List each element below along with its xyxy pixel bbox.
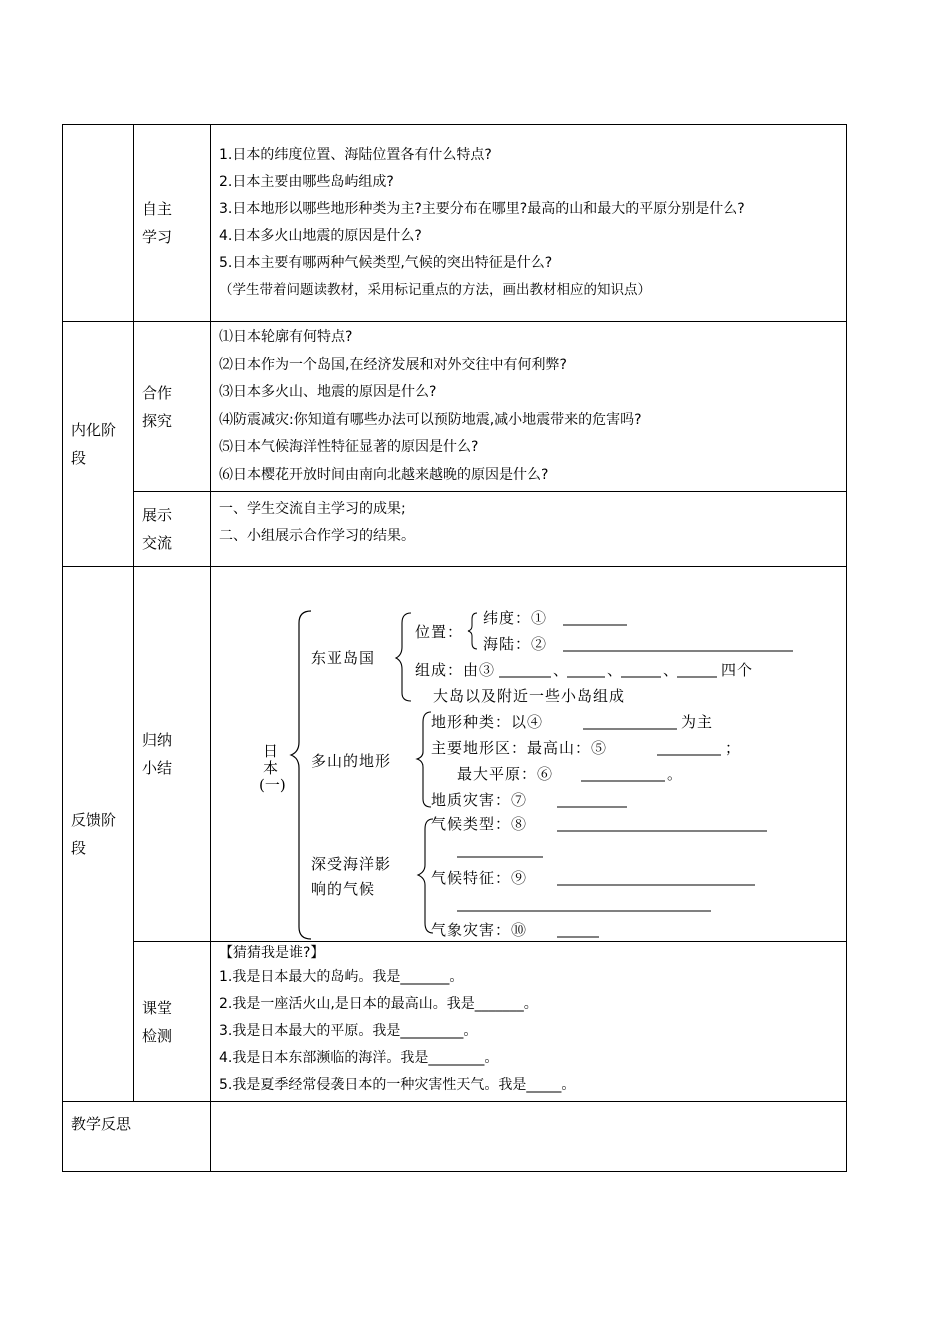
weather-disaster-label: 气象灾害：⑩ — [431, 921, 528, 939]
showcase-content — [211, 492, 847, 567]
lesson-plan-table — [62, 124, 847, 1172]
composition-tail: 大岛以及附近一些小岛组成 — [433, 687, 626, 705]
climate-feature-label: 气候特征：⑨ — [431, 869, 528, 887]
plain-label: 最大平原：⑥ — [457, 765, 554, 783]
terrain-type-label: 地形种类：以④ — [431, 713, 544, 731]
quiz-item: 5.我是夏季经常侵袭日本的一种灾害性天气。我是_____。 — [219, 1077, 576, 1093]
stage-cell-empty — [63, 125, 134, 322]
latitude-label: 纬度：① — [483, 609, 548, 627]
question-item: ⑹日本樱花开放时间由南向北越来越晚的原因是什么? — [219, 466, 549, 483]
climate-type-label: 气候类型：⑧ — [431, 815, 528, 833]
question-item: ⑵日本作为一个岛国,在经济发展和对外交往中有何利弊? — [219, 356, 567, 373]
branch-title-line2: 响的气候 — [311, 880, 376, 898]
question-item: ⑷防震减灾:你知道有哪些办法可以预防地震,减小地震带来的危害吗? — [219, 411, 642, 428]
question-item: ⑶日本多火山、地震的原因是什么? — [219, 384, 437, 400]
diagram-root — [259, 742, 286, 794]
quiz-item: 1.我是日本最大的岛屿。我是_______。 — [219, 969, 464, 985]
self-study-content — [211, 125, 847, 322]
stage-internalize — [63, 322, 134, 567]
quiz-label-line2: 检测 — [142, 1026, 173, 1045]
section-label-self-study — [134, 125, 211, 322]
land-sea-label: 海陆：② — [483, 635, 548, 653]
root-line1: 日 — [263, 742, 279, 760]
section-label-cooperate — [134, 322, 211, 492]
position-label: 位置： — [415, 623, 464, 641]
summary-label-line2: 小结 — [142, 759, 173, 777]
cooperate-content — [211, 322, 847, 492]
showcase-label-line2: 交流 — [142, 534, 173, 552]
self-study-label-line2: 学习 — [142, 228, 173, 246]
showcase-label-line1: 展示 — [142, 506, 173, 524]
root-line3: (一) — [259, 776, 286, 794]
quiz-item: 3.我是日本最大的平原。我是_________。 — [219, 1023, 478, 1039]
branch-title: 东亚岛国 — [311, 649, 376, 667]
cooperate-label-line2: 探究 — [142, 411, 173, 430]
quiz-content — [211, 942, 847, 1102]
knowledge-diagram — [211, 567, 846, 941]
root-line2: 本 — [263, 759, 279, 777]
question-item: 1.日本的纬度位置、海陆位置各有什么特点? — [219, 147, 492, 163]
separator: 、 — [607, 661, 624, 679]
question-item: 5.日本主要有哪两种气候类型,气候的突出特征是什么? — [219, 255, 553, 271]
stage-feedback-line2: 段 — [71, 839, 87, 857]
quiz-label-line1: 课堂 — [142, 998, 173, 1017]
geo-disaster-label: 地质灾害：⑦ — [431, 791, 528, 809]
question-item: 4.日本多火山地震的原因是什么? — [219, 228, 422, 244]
composition-label: 组成：由③ — [415, 661, 496, 679]
question-item: 3.日本地形以哪些地形种类为主?主要分布在哪里?最高的山和最大的平原分别是什么? — [219, 201, 745, 217]
section-label-quiz — [134, 942, 211, 1102]
self-study-label-line1: 自主 — [142, 200, 173, 218]
quiz-item: 2.我是一座活火山,是日本的最高山。我是_______。 — [219, 996, 538, 1012]
branch-title-line1: 深受海洋影 — [311, 855, 392, 873]
semicolon: ； — [725, 739, 742, 757]
quiz-heading: 【猜猜我是谁?】 — [219, 945, 325, 961]
showcase-item: 二、小组展示合作学习的结果。 — [219, 528, 415, 544]
instruction-note: （学生带着问题读教材，采用标记重点的方法，画出教材相应的知识点） — [219, 282, 651, 298]
stage-reflection: 教学反思 — [63, 1102, 211, 1172]
showcase-item: 一、学生交流自主学习的成果; — [219, 501, 406, 517]
stage-internalize-line2: 段 — [71, 449, 87, 467]
four-label: 四个 — [721, 661, 754, 679]
quiz-item: 4.我是日本东部濒临的海洋。我是________。 — [219, 1050, 499, 1066]
question-item: 2.日本主要由哪些岛屿组成? — [219, 174, 394, 190]
separator: 、 — [553, 661, 570, 679]
question-item: ⑴日本轮廓有何特点? — [219, 329, 353, 345]
stage-feedback — [63, 567, 134, 1102]
main-area-label: 主要地形区：最高山：⑤ — [431, 739, 608, 757]
summary-content — [211, 567, 847, 942]
branch-title: 多山的地形 — [311, 752, 392, 770]
terrain-tail: 为主 — [681, 713, 714, 731]
separator: 、 — [663, 661, 680, 679]
stage-internalize-line1: 内化阶 — [71, 421, 117, 439]
summary-label-line1: 归纳 — [142, 731, 173, 749]
section-label-showcase — [134, 492, 211, 567]
reflection-content[interactable] — [211, 1102, 847, 1172]
section-label-summary — [134, 567, 211, 942]
stage-feedback-line1: 反馈阶 — [71, 811, 117, 829]
cooperate-label-line1: 合作 — [142, 383, 173, 402]
question-item: ⑸日本气候海洋性特征显著的原因是什么? — [219, 439, 479, 455]
period: 。 — [667, 765, 684, 783]
